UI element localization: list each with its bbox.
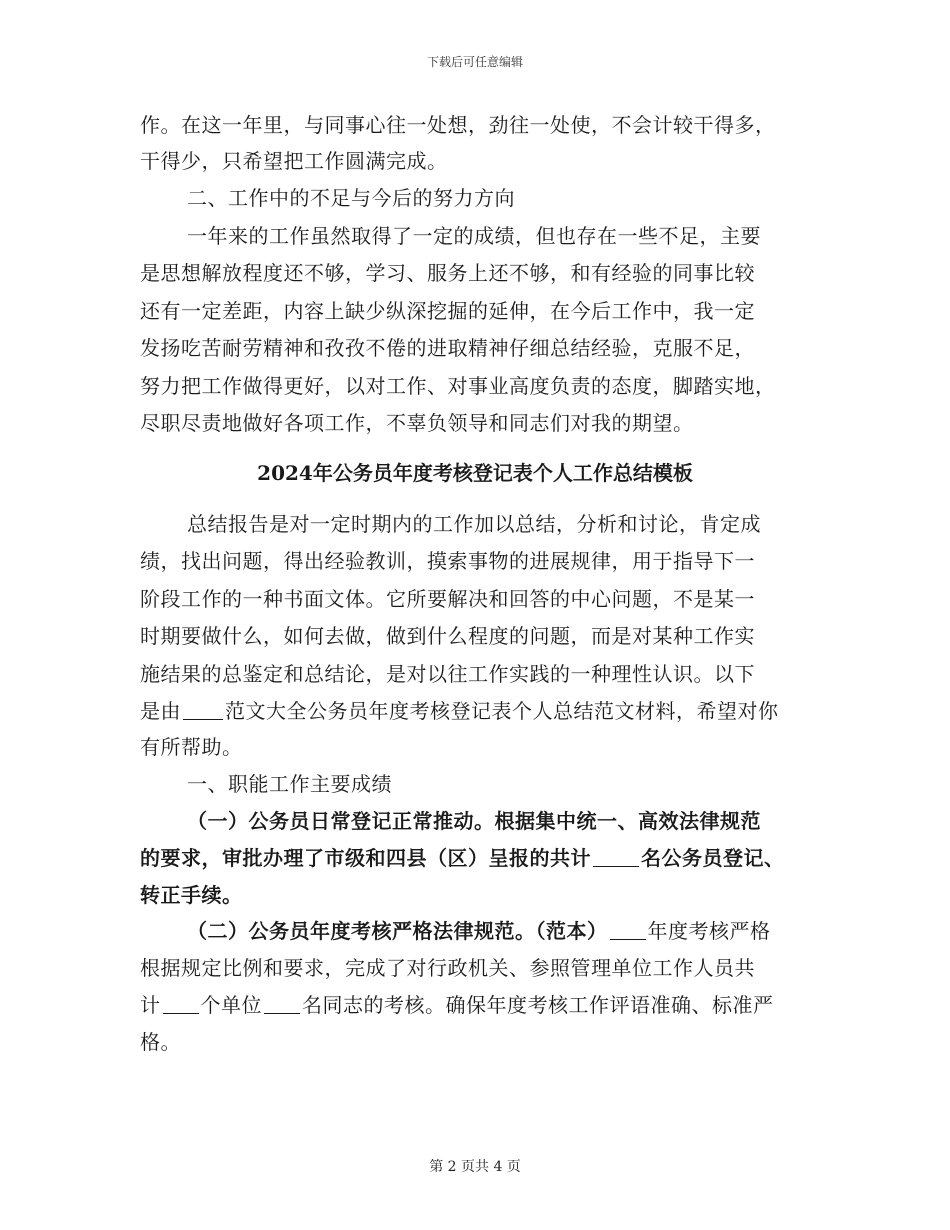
paragraph-line: 有所帮助。	[140, 735, 243, 759]
paragraph-line: 总结报告是对一定时期内的工作加以总结，分析和讨论，肯定成	[187, 512, 761, 536]
fill-blank	[163, 995, 199, 1014]
paragraph-line	[187, 918, 820, 944]
paragraph-line: 努力把工作做得更好，以对工作、对事业高度负责的态度，脚踏实地，	[140, 374, 776, 398]
paragraph-line: 阶段工作的一种书面文体。它所要解决和回答的中心问题，不是某一	[140, 587, 755, 611]
line-text: 的要求，审批办理了市级和四县（区）呈报的共计	[140, 846, 591, 870]
page-header: 下载后可任意编辑	[426, 55, 523, 69]
fill-blank	[610, 921, 646, 940]
line-text: 个单位	[200, 993, 262, 1017]
paragraph-line: 施结果的总鉴定和总结论，是对以往工作实践的一种理性认识。以下	[140, 662, 755, 686]
line-text: 年度考核严格	[647, 919, 771, 943]
paragraph-line: 作。在这一年里，与同事心往一处想，劲往一处使，不会计较干得多，	[140, 113, 776, 137]
paragraph-line: 一年来的工作虽然取得了一定的成绩，但也存在一些不足，主要	[187, 224, 761, 248]
paragraph-line-bold: 转正手续。	[140, 883, 243, 907]
section-heading: 一、职能工作主要成绩	[187, 772, 392, 796]
paragraph-line: 是思想解放程度还不够，学习、服务上还不够，和有经验的同事比较	[140, 261, 755, 285]
line-text: 是由	[140, 699, 181, 723]
paragraph-line: 尽职尽责地做好各项工作，不辜负领导和同志们对我的期望。	[140, 411, 694, 435]
fill-blank	[264, 995, 300, 1014]
fill-blank	[593, 848, 639, 867]
paragraph-line-bold: （一）公务员日常登记正常推动。根据集中统一、高效法律规范	[187, 809, 761, 833]
paragraph-line	[140, 992, 820, 1018]
paragraph-line-bold	[140, 845, 820, 871]
line-text: 名公务员登记、	[641, 846, 785, 870]
section-heading: 二、工作中的不足与今后的努力方向	[187, 186, 515, 210]
page-footer: 第 2 页共 4 页	[429, 1159, 521, 1175]
document-title: 2024年公务员年度考核登记表个人工作总结模板	[257, 461, 693, 485]
paragraph-line	[140, 698, 820, 724]
line-text: 计	[140, 993, 161, 1017]
line-text-bold: （二）公务员年度考核严格法律规范。（范本）	[187, 919, 608, 943]
paragraph-line: 还有一定差距，内容上缺少纵深挖掘的延伸，在今后工作中，我一定	[140, 299, 755, 323]
paragraph-line: 发扬吃苦耐劳精神和孜孜不倦的进取精神仔细总结经验，克服不足，	[140, 336, 755, 360]
line-text: 名同志的考核。确保年度考核工作评语准确、标准严	[302, 993, 774, 1017]
paragraph-line: 格。	[140, 1030, 181, 1054]
paragraph-line: 绩，找出问题，得出经验教训，摸索事物的进展规律，用于指导下一	[140, 549, 755, 573]
fill-blank	[183, 701, 223, 720]
paragraph-line: 根据规定比例和要求，完成了对行政机关、参照管理单位工作人员共	[140, 956, 755, 980]
paragraph-line: 时期要做什么，如何去做，做到什么程度的问题，而是对某种工作实	[140, 624, 755, 648]
paragraph-line: 干得少，只希望把工作圆满完成。	[140, 149, 448, 173]
line-text: 范文大全公务员年度考核登记表个人总结范文材料，希望对你	[225, 699, 779, 723]
